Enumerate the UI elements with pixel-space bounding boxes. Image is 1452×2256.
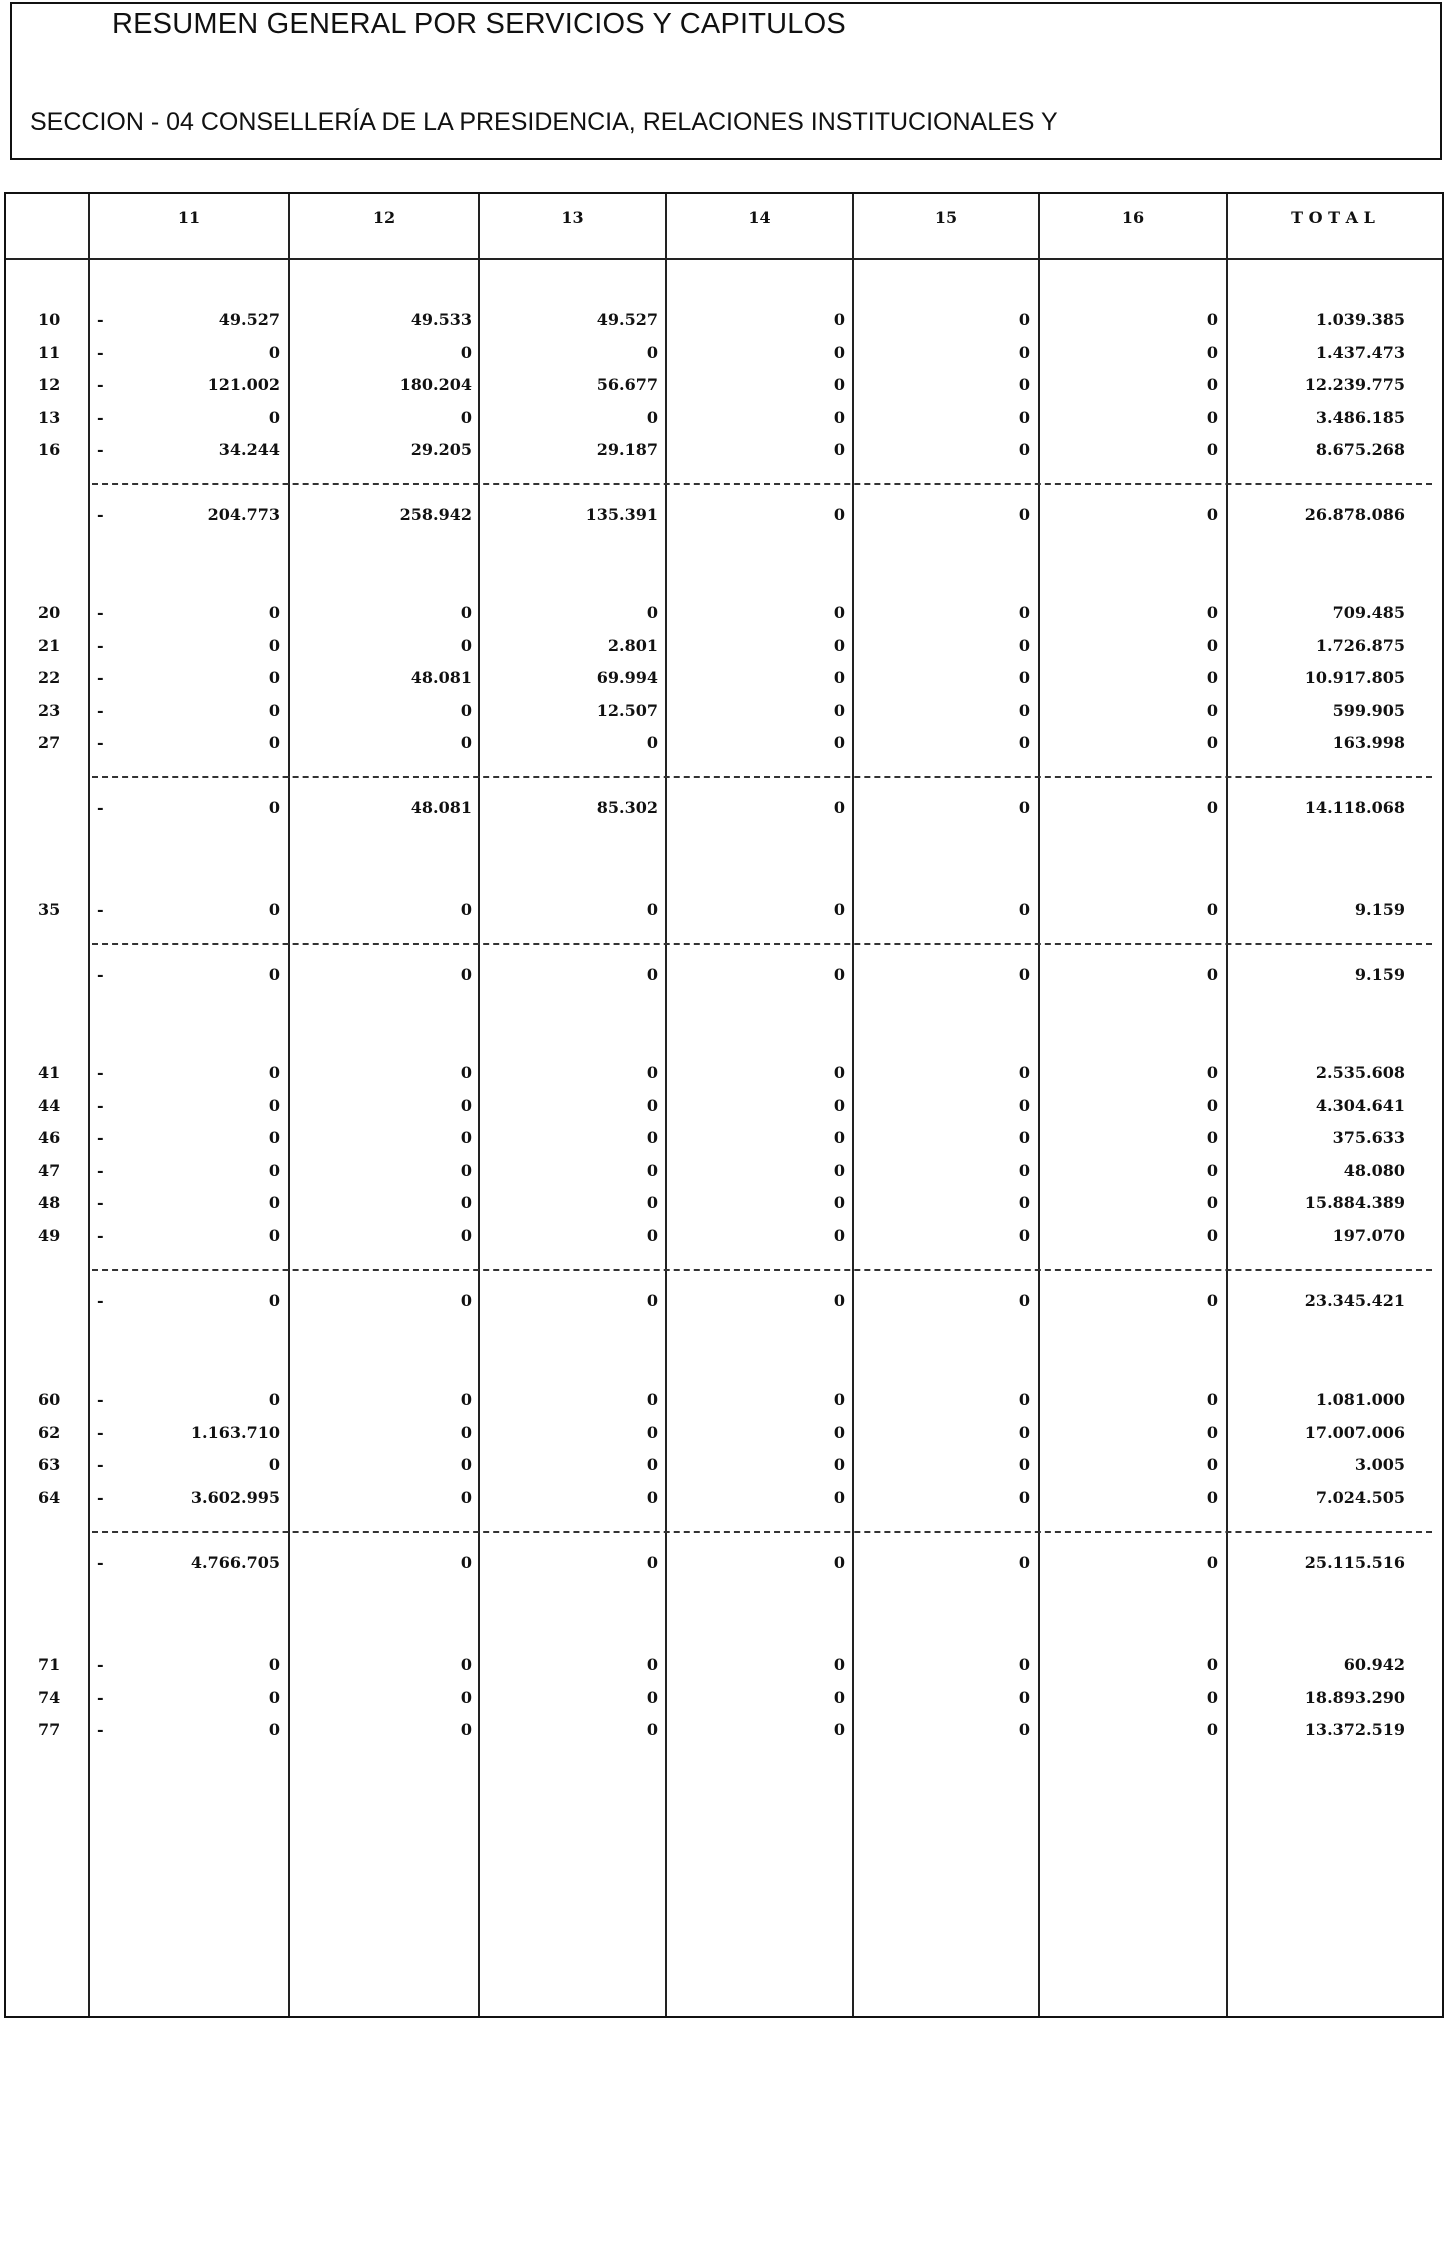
cell-14: 0 [833,1225,845,1245]
row-dash: - [97,1160,104,1180]
cell-13: 0 [646,1193,658,1212]
cell-14: 0 [833,1720,845,1739]
cell-13: 0 [646,407,658,427]
subtotal-dash: - [97,1552,104,1572]
cell-12: 0 [460,733,472,752]
cell-11: 0 [268,342,280,362]
cell-13: 0 [646,1095,658,1115]
cell-total: 3.486.185 [1315,407,1405,427]
cell-16: 0 [1206,733,1218,752]
cell-15: 0 [1018,1687,1030,1707]
subtotal-11: 0 [268,965,280,984]
subtotal-15: 0 [1018,798,1030,817]
cell-14: 0 [833,1455,845,1474]
cell-15: 0 [1018,733,1030,752]
cell-15: 0 [1018,310,1030,329]
cell-total: 1.081.000 [1315,1390,1405,1409]
row-dash: - [97,1225,104,1245]
row-code: 60 [38,1390,61,1409]
cell-total: 2.535.608 [1315,1063,1405,1082]
cell-12: 0 [460,407,472,427]
cell-11: 0 [268,668,280,687]
row-code: 62 [38,1422,61,1442]
cell-total: 3.005 [1354,1455,1405,1474]
cell-13: 0 [646,1487,658,1507]
row-code: 12 [38,375,61,394]
cell-14: 0 [833,310,845,329]
subtotal-13: 135.391 [585,505,658,524]
cell-16: 0 [1206,440,1218,459]
cell-11: 0 [268,733,280,752]
cell-12: 0 [460,1720,472,1739]
cell-13: 0 [646,1160,658,1180]
column-header-11: 11 [177,208,201,227]
cell-total: 599.905 [1332,700,1405,720]
subtotal-14: 0 [833,798,845,817]
row-dash: - [97,1095,104,1115]
cell-11: 121.002 [207,375,280,394]
cell-15: 0 [1018,1390,1030,1409]
subtotal-15: 0 [1018,1290,1030,1310]
row-code: 44 [38,1095,61,1115]
cell-16: 0 [1206,1655,1218,1674]
cell-11: 0 [268,407,280,427]
row-code: 16 [38,440,61,459]
cell-12: 0 [460,1128,472,1147]
row-dash: - [97,1687,104,1707]
row-code: 21 [38,635,61,655]
cell-11: 34.244 [218,440,280,459]
cell-16: 0 [1206,1225,1218,1245]
cell-14: 0 [833,1390,845,1409]
cell-12: 0 [460,1455,472,1474]
row-code: 13 [38,407,61,427]
row-dash: - [97,668,104,687]
cell-13: 0 [646,342,658,362]
subtotal-13: 0 [646,1552,658,1572]
subtotal-13: 0 [646,1290,658,1310]
subtotal-separator [92,943,1432,945]
subtotal-12: 0 [460,965,472,984]
subtotal-separator [92,776,1432,778]
cell-15: 0 [1018,1422,1030,1442]
cell-13: 0 [646,1422,658,1442]
cell-14: 0 [833,1487,845,1507]
subtotal-14: 0 [833,1290,845,1310]
subtotal-12: 0 [460,1290,472,1310]
cell-13: 12.507 [596,700,658,720]
cell-total: 8.675.268 [1315,440,1405,459]
column-header-12: 12 [372,208,396,227]
row-code: 20 [38,603,61,622]
row-code: 74 [38,1687,61,1707]
cell-11: 1.163.710 [190,1422,280,1442]
cell-15: 0 [1018,1720,1030,1739]
cell-12: 0 [460,1095,472,1115]
cell-15: 0 [1018,635,1030,655]
section-line: SECCION - 04 CONSELLERÍA DE LA PRESIDENCIA, RELACIONES INSTITUCIONALES Y [30,108,1058,136]
cell-13: 0 [646,1455,658,1474]
cell-16: 0 [1206,1193,1218,1212]
cell-total: 4.304.641 [1315,1095,1405,1115]
cell-14: 0 [833,1063,845,1082]
cell-16: 0 [1206,668,1218,687]
cell-13: 0 [646,1390,658,1409]
subtotal-11: 0 [268,1290,280,1310]
cell-13: 29.187 [596,440,658,459]
cell-12: 0 [460,1225,472,1245]
subtotal-12: 258.942 [399,505,472,524]
cell-15: 0 [1018,1095,1030,1115]
cell-11: 0 [268,1720,280,1739]
row-dash: - [97,1655,104,1674]
cell-14: 0 [833,668,845,687]
cell-12: 180.204 [399,375,472,394]
row-code: 22 [38,668,61,687]
cell-14: 0 [833,900,845,919]
cell-11: 0 [268,1390,280,1409]
cell-16: 0 [1206,1455,1218,1474]
subtotal-dash: - [97,1290,104,1310]
row-dash: - [97,1422,104,1442]
cell-16: 0 [1206,900,1218,919]
row-code: 49 [38,1225,61,1245]
cell-12: 0 [460,1160,472,1180]
cell-16: 0 [1206,1720,1218,1739]
row-code: 23 [38,700,61,720]
cell-16: 0 [1206,375,1218,394]
cell-16: 0 [1206,1063,1218,1082]
cell-12: 0 [460,1193,472,1212]
cell-13: 49.527 [596,310,658,329]
cell-12: 0 [460,1390,472,1409]
cell-14: 0 [833,700,845,720]
cell-11: 49.527 [218,310,280,329]
subtotal-11: 0 [268,798,280,817]
cell-total: 197.070 [1332,1225,1405,1245]
row-dash: - [97,375,104,394]
row-code: 35 [38,900,61,919]
subtotal-11: 204.773 [207,505,280,524]
cell-total: 7.024.505 [1315,1487,1405,1507]
row-code: 47 [38,1160,61,1180]
cell-14: 0 [833,733,845,752]
column-header-14: 14 [748,208,771,227]
row-code: 41 [38,1063,61,1082]
cell-14: 0 [833,342,845,362]
cell-16: 0 [1206,342,1218,362]
cell-total: 18.893.290 [1304,1687,1405,1707]
cell-total: 375.633 [1332,1128,1405,1147]
subtotal-separator [92,1531,1432,1533]
cell-11: 0 [268,1455,280,1474]
cell-13: 0 [646,1687,658,1707]
cell-15: 0 [1018,1193,1030,1212]
row-code: 77 [38,1720,61,1739]
column-header-16: 16 [1121,208,1145,227]
cell-14: 0 [833,1160,845,1180]
cell-14: 0 [833,635,845,655]
cell-total: 1.437.473 [1315,342,1405,362]
column-divider [1038,194,1040,2016]
cell-11: 0 [268,1193,280,1212]
subtotal-total: 23.345.421 [1304,1290,1405,1310]
cell-14: 0 [833,375,845,394]
cell-11: 0 [268,1160,280,1180]
subtotal-12: 0 [460,1552,472,1572]
subtotal-dash: - [97,505,104,524]
cell-12: 0 [460,635,472,655]
cell-14: 0 [833,1193,845,1212]
cell-13: 0 [646,733,658,752]
cell-14: 0 [833,440,845,459]
cell-12: 0 [460,700,472,720]
cell-total: 10.917.805 [1304,668,1405,687]
column-header-total: T O T A L [1291,208,1375,227]
cell-15: 0 [1018,1225,1030,1245]
cell-16: 0 [1206,310,1218,329]
cell-16: 0 [1206,635,1218,655]
cell-15: 0 [1018,440,1030,459]
subtotal-16: 0 [1206,798,1218,817]
cell-11: 0 [268,1225,280,1245]
subtotal-13: 85.302 [596,798,658,817]
row-code: 64 [38,1487,61,1507]
row-dash: - [97,342,104,362]
cell-15: 0 [1018,900,1030,919]
cell-11: 0 [268,1063,280,1082]
subtotal-14: 0 [833,505,845,524]
cell-total: 48.080 [1343,1160,1405,1180]
cell-14: 0 [833,1422,845,1442]
row-dash: - [97,310,104,329]
subtotal-16: 0 [1206,1290,1218,1310]
cell-14: 0 [833,603,845,622]
subtotal-total: 26.878.086 [1304,505,1405,524]
cell-15: 0 [1018,1160,1030,1180]
cell-15: 0 [1018,407,1030,427]
row-dash: - [97,1720,104,1739]
row-dash: - [97,1487,104,1507]
cell-13: 2.801 [607,635,658,655]
cell-12: 0 [460,1487,472,1507]
cell-15: 0 [1018,1455,1030,1474]
cell-15: 0 [1018,1128,1030,1147]
cell-12: 48.081 [410,668,472,687]
cell-13: 0 [646,1063,658,1082]
cell-16: 0 [1206,1422,1218,1442]
cell-12: 0 [460,900,472,919]
row-code: 71 [38,1655,61,1674]
cell-16: 0 [1206,407,1218,427]
column-divider [1226,194,1228,2016]
cell-14: 0 [833,1687,845,1707]
subtotal-11: 4.766.705 [190,1552,280,1572]
subtotal-16: 0 [1206,965,1218,984]
cell-16: 0 [1206,1687,1218,1707]
cell-12: 0 [460,603,472,622]
cell-11: 0 [268,1095,280,1115]
column-divider [852,194,854,2016]
cell-total: 60.942 [1343,1655,1405,1674]
row-dash: - [97,603,104,622]
document-header [10,2,1442,160]
cell-15: 0 [1018,1487,1030,1507]
cell-13: 0 [646,900,658,919]
cell-12: 0 [460,1422,472,1442]
row-dash: - [97,1128,104,1147]
cell-14: 0 [833,407,845,427]
cell-14: 0 [833,1128,845,1147]
cell-16: 0 [1206,1390,1218,1409]
cell-total: 13.372.519 [1304,1720,1405,1739]
cell-total: 163.998 [1332,733,1405,752]
row-code: 27 [38,733,61,752]
cell-13: 0 [646,1720,658,1739]
row-code: 48 [38,1193,61,1212]
cell-16: 0 [1206,1128,1218,1147]
column-header-15: 15 [934,208,958,227]
column-divider [665,194,667,2016]
cell-12: 0 [460,1063,472,1082]
subtotal-13: 0 [646,965,658,984]
cell-total: 12.239.775 [1304,375,1405,394]
cell-16: 0 [1206,1487,1218,1507]
cell-12: 0 [460,342,472,362]
cell-total: 17.007.006 [1304,1422,1405,1442]
row-code: 46 [38,1128,61,1147]
cell-11: 0 [268,1687,280,1707]
subtotal-14: 0 [833,1552,845,1572]
subtotal-total: 9.159 [1354,965,1405,984]
cell-16: 0 [1206,1095,1218,1115]
column-divider [288,194,290,2016]
cell-11: 0 [268,603,280,622]
subtotal-separator [92,1269,1432,1271]
cell-13: 0 [646,1225,658,1245]
subtotal-dash: - [97,965,104,984]
subtotal-15: 0 [1018,1552,1030,1572]
cell-11: 0 [268,700,280,720]
document-title: RESUMEN GENERAL POR SERVICIOS Y CAPITULOS [112,8,846,40]
cell-15: 0 [1018,603,1030,622]
subtotal-total: 25.115.516 [1304,1552,1405,1572]
cell-15: 0 [1018,342,1030,362]
row-dash: - [97,1193,104,1212]
cell-11: 0 [268,1655,280,1674]
row-code: 10 [38,310,61,329]
subtotal-total: 14.118.068 [1304,798,1405,817]
cell-total: 9.159 [1354,900,1405,919]
subtotal-14: 0 [833,965,845,984]
cell-15: 0 [1018,668,1030,687]
cell-15: 0 [1018,1655,1030,1674]
row-dash: - [97,733,104,752]
cell-11: 0 [268,635,280,655]
cell-13: 69.994 [596,668,658,687]
row-dash: - [97,635,104,655]
subtotal-dash: - [97,798,104,817]
cell-16: 0 [1206,603,1218,622]
subtotal-16: 0 [1206,505,1218,524]
row-dash: - [97,1063,104,1082]
subtotal-separator [92,483,1432,485]
cell-14: 0 [833,1095,845,1115]
row-dash: - [97,900,104,919]
cell-16: 0 [1206,1160,1218,1180]
cell-12: 0 [460,1687,472,1707]
cell-13: 56.677 [596,375,658,394]
cell-13: 0 [646,1655,658,1674]
row-dash: - [97,407,104,427]
cell-15: 0 [1018,1063,1030,1082]
row-dash: - [97,440,104,459]
subtotal-15: 0 [1018,965,1030,984]
cell-14: 0 [833,1655,845,1674]
cell-12: 0 [460,1655,472,1674]
cell-total: 15.884.389 [1304,1193,1405,1212]
cell-15: 0 [1018,375,1030,394]
column-divider [478,194,480,2016]
row-dash: - [97,1455,104,1474]
subtotal-12: 48.081 [410,798,472,817]
cell-total: 1.039.385 [1315,310,1405,329]
cell-16: 0 [1206,700,1218,720]
cell-11: 0 [268,1128,280,1147]
cell-15: 0 [1018,700,1030,720]
cell-13: 0 [646,603,658,622]
cell-11: 3.602.995 [190,1487,280,1507]
row-code: 63 [38,1455,61,1474]
column-header-13: 13 [561,208,584,227]
subtotal-16: 0 [1206,1552,1218,1572]
subtotal-15: 0 [1018,505,1030,524]
cell-11: 0 [268,900,280,919]
cell-total: 1.726.875 [1315,635,1405,655]
cell-12: 49.533 [410,310,472,329]
row-dash: - [97,1390,104,1409]
cell-total: 709.485 [1332,603,1405,622]
cell-12: 29.205 [410,440,472,459]
cell-13: 0 [646,1128,658,1147]
column-divider [88,194,90,2016]
row-code: 11 [38,342,61,362]
row-dash: - [97,700,104,720]
